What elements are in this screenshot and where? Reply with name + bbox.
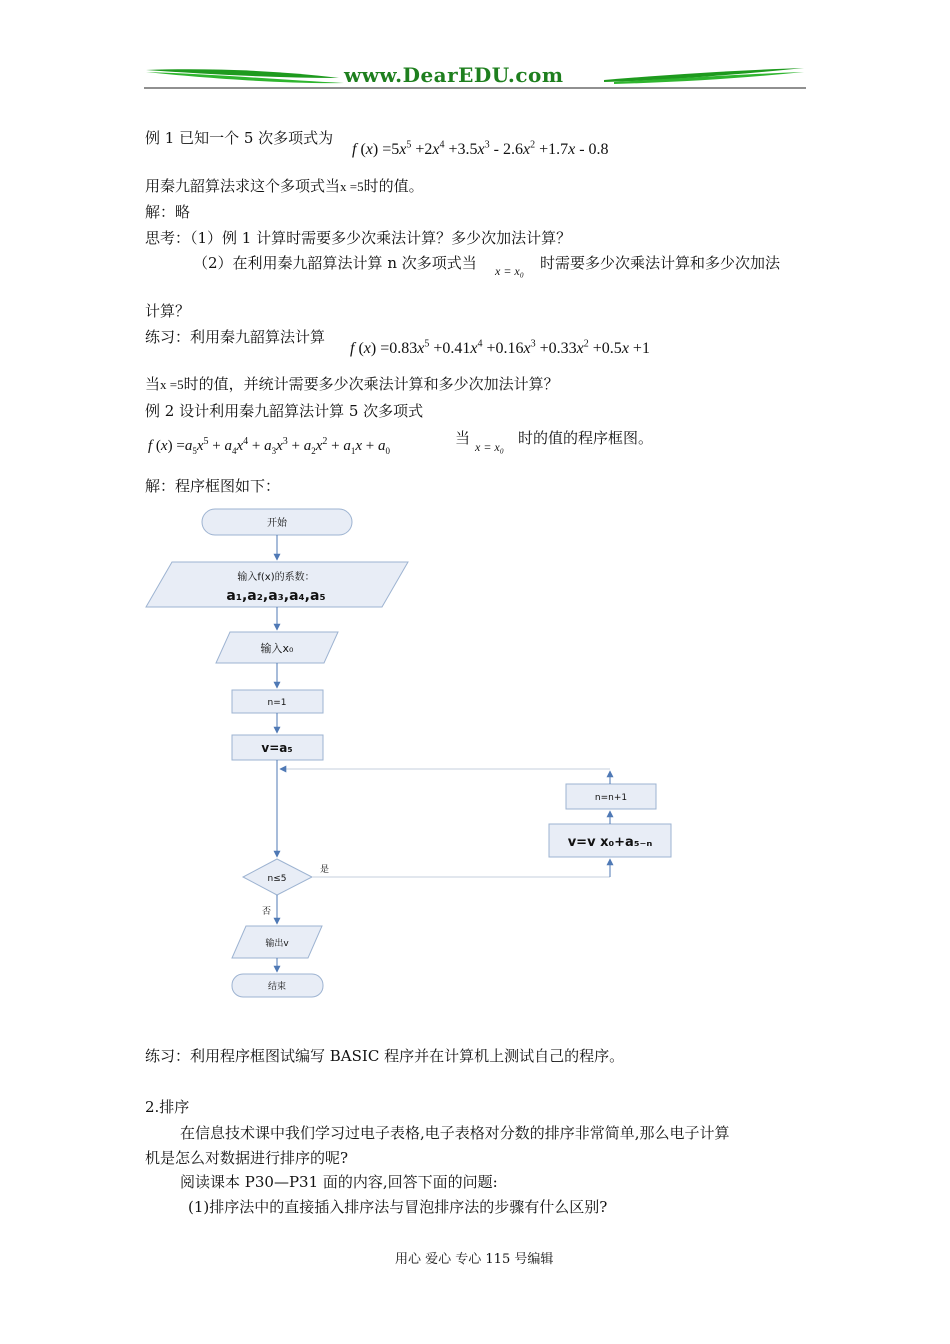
- practice2: 练习：利用程序框图试编写 BASIC 程序并在计算机上测试自己的程序。: [145, 1047, 625, 1065]
- practice1-polynomial: f $(x) =0.83x^5 +0.41x^4 +0.16x^3 +0.33x^2 +0.5x +1$: [350, 338, 650, 357]
- flow-no-label: 否: [262, 907, 272, 917]
- flow-init-v-label: v=a₅: [261, 741, 293, 755]
- flow-condition-label: n≤5: [267, 874, 287, 884]
- flow-loop-update-label: v=v x₀+a₅₋ₙ: [567, 835, 653, 850]
- sorting-para2: 阅读课本 P30—P31 面的内容,回答下面的问题:: [180, 1173, 498, 1191]
- ex1-line2-b: 时的值。: [363, 177, 424, 195]
- flow-output-label: 输出v: [265, 939, 289, 949]
- ex2-when: 当: [455, 429, 471, 447]
- ex2-tail: 时的值的程序框图。: [518, 429, 654, 447]
- ex2-x: x = x₀: [475, 440, 504, 454]
- practice1-label: 练习：利用秦九韶算法计算: [145, 328, 326, 346]
- page-footer: 用心 爱心 专心 115 号编辑: [395, 1252, 554, 1267]
- ex2-solution: 解：程序框图如下：: [145, 477, 281, 495]
- site-logo-text: www.DearEDU.com: [344, 63, 564, 87]
- flow-input-x-label: 输入x₀: [260, 642, 294, 655]
- practice1-line2-a: 当: [145, 375, 161, 393]
- flow-input-coef-list: a₁,a₂,a₃,a₄,a₅: [226, 588, 326, 604]
- think-q1: 思考：（1）例 1 计算时需要多少次乘法计算？多少次加法计算？: [145, 229, 572, 247]
- think-q2-x: x = x₀: [495, 264, 524, 278]
- think-q2-a: （2）在利用秦九韶算法计算 n 次多项式当: [193, 254, 477, 272]
- sorting-q1: (1)排序法中的直接插入排序法与冒泡排序法的步骤有什么区别?: [188, 1198, 608, 1216]
- ex1-x-value: x =5: [340, 179, 364, 194]
- ex1-label: 例 1 已知一个 5 次多项式为: [145, 129, 334, 147]
- ex1-polynomial: f $(x) =5x^5 +2x^4 +3.5x^3 - 2.6x^2 +1.7x - 0.8$: [352, 139, 609, 158]
- flow-init-n-label: n=1: [267, 698, 287, 708]
- flow-loop-inc-label: n=n+1: [594, 793, 628, 803]
- flow-yes-label: 是: [320, 865, 330, 875]
- think-q2-c: 计算？: [145, 302, 191, 320]
- ex2-label: 例 2 设计利用秦九韶算法计算 5 次多项式: [145, 402, 424, 420]
- sorting-heading: 2.排序: [145, 1098, 190, 1116]
- sorting-para1-a: 在信息技术课中我们学习过电子表格,电子表格对分数的排序非常简单,那么电子计算: [180, 1124, 730, 1142]
- practice1-line2-b: 时的值，并统计需要多少次乘法计算和多少次加法计算？: [183, 375, 559, 393]
- flow-input-coef-title: 输入f(x)的系数：: [237, 572, 315, 583]
- flow-start-label: 开始: [267, 518, 287, 529]
- think-q2-b: 时需要多少次乘法计算和多少次加法: [540, 254, 781, 272]
- flow-end-label: 结束: [267, 982, 287, 992]
- ex2-polynomial: f $(x) =a_5x^5 + a_4x^4 + a_3x^3 + a_2x^2 + a_1x + a_0$: [148, 436, 391, 456]
- practice1-x-value: x =5: [160, 377, 184, 392]
- ex1-answer: 解：略: [145, 203, 191, 221]
- sorting-para1-b: 机是怎么对数据进行排序的呢?: [145, 1149, 349, 1167]
- ex1-line2-a: 用秦九韶算法求这个多项式当: [145, 177, 341, 195]
